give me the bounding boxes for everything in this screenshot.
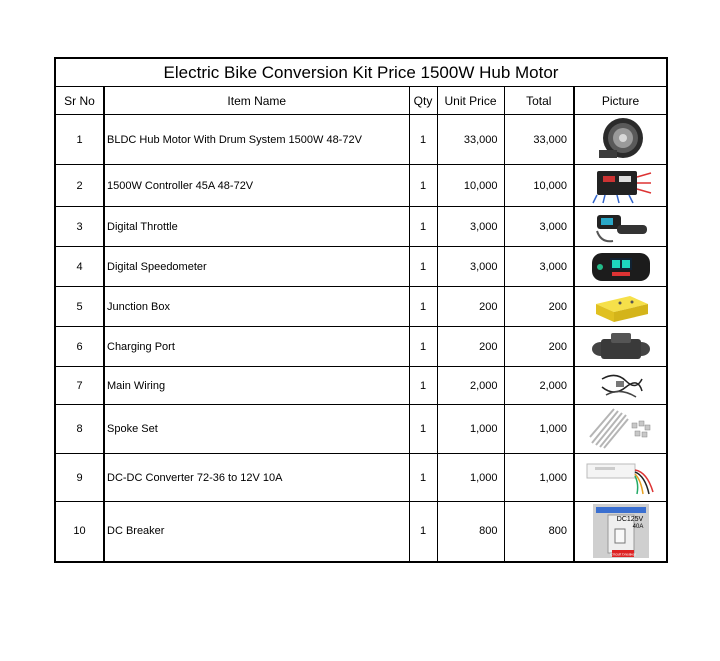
cell-picture — [574, 247, 667, 287]
cell-item-name: Junction Box — [104, 287, 409, 327]
cell-qty: 1 — [409, 115, 437, 165]
cell-picture — [574, 454, 667, 502]
cell-item-name: Spoke Set — [104, 405, 409, 454]
cell-total: 200 — [504, 287, 574, 327]
cell-item-name: Charging Port — [104, 327, 409, 367]
cell-total: 2,000 — [504, 367, 574, 405]
cell-sr-no: 4 — [55, 247, 104, 287]
cell-item-name: Main Wiring — [104, 367, 409, 405]
cell-total: 3,000 — [504, 207, 574, 247]
cell-sr-no: 6 — [55, 327, 104, 367]
cell-unit-price: 10,000 — [437, 165, 504, 207]
throttle-image — [591, 209, 651, 245]
cell-sr-no: 5 — [55, 287, 104, 327]
table-row — [55, 454, 667, 502]
hub-motor-image — [589, 116, 653, 164]
cell-picture — [574, 207, 667, 247]
cell-total: 33,000 — [504, 115, 574, 165]
header-sr-no: Sr No — [55, 87, 104, 115]
cell-item-name: Digital Speedometer — [104, 247, 409, 287]
cell-qty: 1 — [409, 247, 437, 287]
cell-qty: 1 — [409, 327, 437, 367]
cell-total: 3,000 — [504, 247, 574, 287]
cell-unit-price: 1,000 — [437, 454, 504, 502]
header-total: Total — [504, 87, 574, 115]
cell-qty: 1 — [409, 287, 437, 327]
converter-image — [581, 458, 661, 498]
cell-qty: 1 — [409, 207, 437, 247]
cell-qty: 1 — [409, 405, 437, 454]
cell-unit-price: 3,000 — [437, 247, 504, 287]
cell-total: 10,000 — [504, 165, 574, 207]
cell-unit-price: 200 — [437, 327, 504, 367]
cell-qty: 1 — [409, 165, 437, 207]
charging-port-image — [589, 329, 653, 365]
breaker-image — [592, 503, 650, 559]
table-title: Electric Bike Conversion Kit Price 1500W Hub Motor — [55, 58, 667, 87]
breaker-voltage-label: DC125V — [616, 516, 643, 524]
header-unit-price: Unit Price — [437, 87, 504, 115]
cell-sr-no: 10 — [55, 502, 104, 562]
cell-picture — [574, 165, 667, 207]
junction-box-image — [590, 290, 652, 324]
cell-sr-no: 1 — [55, 115, 104, 165]
cell-unit-price: 1,000 — [437, 405, 504, 454]
cell-item-name: 1500W Controller 45A 48-72V — [104, 165, 409, 207]
table-row — [55, 165, 667, 207]
wiring-image — [596, 369, 646, 403]
cell-item-name: Digital Throttle — [104, 207, 409, 247]
cell-picture — [574, 405, 667, 454]
header-qty: Qty — [409, 87, 437, 115]
cell-total: 1,000 — [504, 454, 574, 502]
table-row — [55, 367, 667, 405]
cell-item-name: DC-DC Converter 72-36 to 12V 10A — [104, 454, 409, 502]
cell-qty: 1 — [409, 367, 437, 405]
cell-sr-no: 7 — [55, 367, 104, 405]
cell-sr-no: 2 — [55, 165, 104, 207]
controller-image — [589, 167, 653, 205]
cell-unit-price: 800 — [437, 502, 504, 562]
cell-qty: 1 — [409, 454, 437, 502]
table-row — [55, 327, 667, 367]
cell-qty: 1 — [409, 502, 437, 562]
cell-item-name: BLDC Hub Motor With Drum System 1500W 48-72V — [104, 115, 409, 165]
cell-unit-price: 3,000 — [437, 207, 504, 247]
cell-picture — [574, 115, 667, 165]
price-sheet — [54, 57, 666, 563]
cell-sr-no: 9 — [55, 454, 104, 502]
cell-sr-no: 3 — [55, 207, 104, 247]
cell-item-name: DC Breaker — [104, 502, 409, 562]
table-row — [55, 115, 667, 165]
table-row — [55, 405, 667, 454]
cell-unit-price: 200 — [437, 287, 504, 327]
cell-picture — [574, 287, 667, 327]
cell-picture — [574, 327, 667, 367]
cell-picture — [574, 502, 667, 562]
cell-sr-no: 8 — [55, 405, 104, 454]
cell-picture — [574, 367, 667, 405]
breaker-current-label: 40A — [632, 524, 643, 531]
price-table — [54, 57, 668, 563]
table-row — [55, 247, 667, 287]
header-item-name: Item Name — [104, 87, 409, 115]
cell-unit-price: 2,000 — [437, 367, 504, 405]
table-row — [55, 502, 667, 562]
table-row — [55, 287, 667, 327]
cell-total: 1,000 — [504, 405, 574, 454]
breaker-type-label: Circuit breaker — [609, 551, 636, 557]
speedometer-image — [590, 250, 652, 284]
cell-total: 200 — [504, 327, 574, 367]
cell-unit-price: 33,000 — [437, 115, 504, 165]
header-picture: Picture — [574, 87, 667, 115]
cell-total: 800 — [504, 502, 574, 562]
table-row — [55, 207, 667, 247]
spoke-set-image — [588, 407, 654, 451]
